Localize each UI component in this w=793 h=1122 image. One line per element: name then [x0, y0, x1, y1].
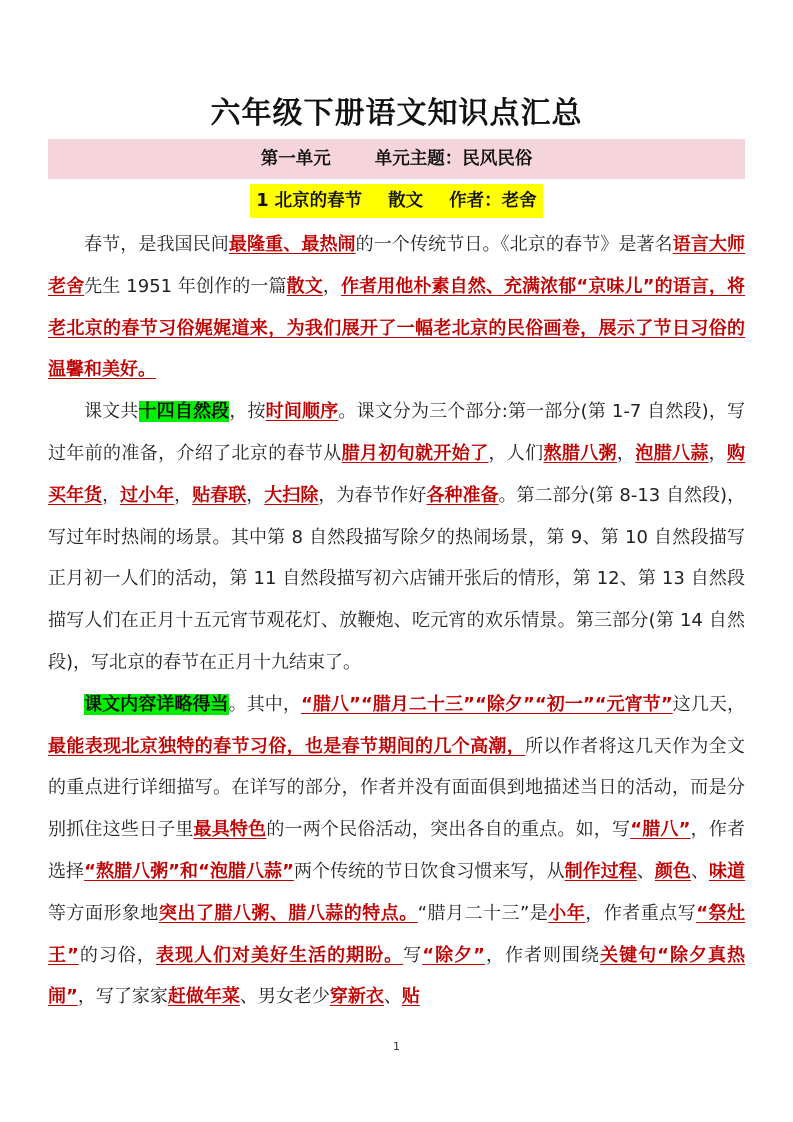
key-point: 贴春联: [192, 484, 247, 506]
key-point: “祭灶王”: [48, 902, 746, 966]
key-point: 小年: [548, 902, 586, 924]
key-point: 最具特色: [193, 819, 267, 841]
text-run: ，作者选择: [48, 819, 746, 882]
text-run: ，: [322, 275, 341, 297]
text-run: 写: [403, 944, 423, 966]
paragraph-detail: [48, 684, 745, 1018]
paragraph-structure: [48, 391, 745, 684]
key-point: 赶做年菜: [167, 986, 240, 1008]
key-point: 表现人们对美好生活的期盼。: [155, 944, 404, 966]
text-run: 这几天，: [672, 693, 746, 715]
text-run: ，作者则围绕: [484, 944, 601, 966]
lesson-author: 作者：老舍: [449, 191, 537, 211]
key-point: 腊月初旬就开始了: [341, 442, 489, 464]
text-run: “腊月二十三”是: [417, 902, 549, 924]
document-title: 六年级下册语文知识点汇总: [210, 96, 583, 131]
text-run: 的习俗，: [78, 944, 156, 966]
key-point: 作者用他朴素自然、充满浓郁“京味儿”的语言，将老北京的春节习俗娓娓道来，为我们展开了一幅老北京的民俗画卷，展示了节日习俗的温馨和美好。: [48, 275, 746, 381]
text-run: 。其中，: [228, 693, 301, 715]
key-point: 贴: [401, 986, 420, 1008]
green-highlight: 十四自然段: [138, 401, 230, 423]
text-run: 。课文分为三个部分:第一部分(第 1-7 自然段)，写过年前的准备，介绍了北京的春节从: [48, 401, 746, 464]
key-point: 颜色: [654, 860, 691, 882]
key-point: 最隆重、最热闹: [228, 234, 356, 255]
text-run: 、: [690, 860, 709, 882]
key-point: 语言大师老舍: [48, 234, 746, 297]
key-point: “腊八”“腊月二十三”“除夕”“初一”“元宵节”: [300, 693, 673, 715]
text-run: 、: [383, 986, 402, 1008]
key-point: “熬腊八粥”和“泡腊八蒜”: [84, 860, 294, 882]
text-run: 春节，是我国民间: [84, 234, 229, 255]
text-run: 所以作者将这几天作为全文的重点进行详细描写。在详写的部分，作者并没有面面俱到地描述当日的活动，而是分别抓住这些日子里: [48, 735, 746, 841]
key-point: 味道: [708, 860, 746, 882]
key-point: 穿新衣: [329, 986, 384, 1008]
key-point: 熬腊八粥: [543, 442, 617, 464]
key-point: 大扫除: [264, 484, 319, 506]
key-point: 关键句“除夕真热闹”: [48, 944, 746, 1008]
paragraph-introduction: [48, 224, 745, 391]
text-run: ，: [174, 484, 193, 506]
key-point: 购买年货: [48, 442, 746, 506]
key-point: 泡腊八蒜: [635, 442, 709, 464]
text-run: ，作者重点写: [585, 902, 697, 924]
text-run: 等方面形象地: [48, 902, 159, 924]
text-run: ，按: [229, 401, 266, 423]
lesson-genre: 散文: [388, 191, 424, 211]
text-run: 两个传统的节日饮食习惯来写，从: [293, 860, 565, 882]
text-run: ，人们: [488, 442, 544, 464]
text-run: 、男女老少: [239, 986, 330, 1008]
text-run: ，: [246, 484, 265, 506]
key-point: 制作过程: [564, 860, 637, 882]
text-run: ，: [102, 484, 121, 506]
key-point: 各种准备: [426, 484, 499, 506]
key-point: 散文: [286, 275, 323, 297]
unit-number: 第一单元: [260, 149, 331, 169]
key-point: 最能表现北京独特的春节习俗，也是春节期间的几个高潮，: [48, 735, 526, 757]
page-number: 1: [393, 1040, 400, 1053]
key-point: 时间顺序: [265, 401, 339, 423]
text-run: 先生 1951 年创作的一篇: [84, 275, 287, 297]
unit-header: [48, 139, 745, 179]
lesson-highlight: [250, 184, 542, 218]
text-run: 的一两个民俗活动，突出各自的重点。如，写: [266, 819, 631, 841]
text-run: ，: [708, 442, 728, 464]
text-run: ，为春节作好: [318, 484, 427, 506]
text-run: ，写了家家: [77, 986, 168, 1008]
lesson-header: [0, 184, 793, 218]
key-point: “除夕”: [422, 944, 485, 966]
key-point: 突出了腊八粥、腊八蒜的特点。: [158, 902, 418, 924]
text-run: ，: [616, 442, 636, 464]
text-run: 。第二部分(第 8-13 自然段)，写过年时热闹的场景。其中第 8 自然段描写除夕的热闹场景，第 9、第 10 自然段描写正月初一人们的活动，第 11 自然段描写初六店铺开张后的情形，第 12、第 13 自然段描写人们在正月十五元宵节观花灯、放鞭炮、吃元宵的欢乐情景。第三部分(第 14 自然段)，写北京的春节在正月十九结束了。: [48, 484, 746, 673]
lesson-name: 1 北京的春节: [256, 191, 363, 211]
text-run: 的一个传统节日。《北京的春节》是著名: [355, 234, 673, 255]
key-point: 过小年: [120, 484, 175, 506]
document-body: [48, 224, 745, 1018]
green-highlight: 课文内容详略得当: [84, 693, 229, 715]
text-run: 、: [636, 860, 655, 882]
unit-theme: 单元主题：民风民俗: [374, 149, 533, 169]
text-run: 课文共: [84, 401, 139, 423]
key-point: “腊八”: [630, 819, 691, 841]
